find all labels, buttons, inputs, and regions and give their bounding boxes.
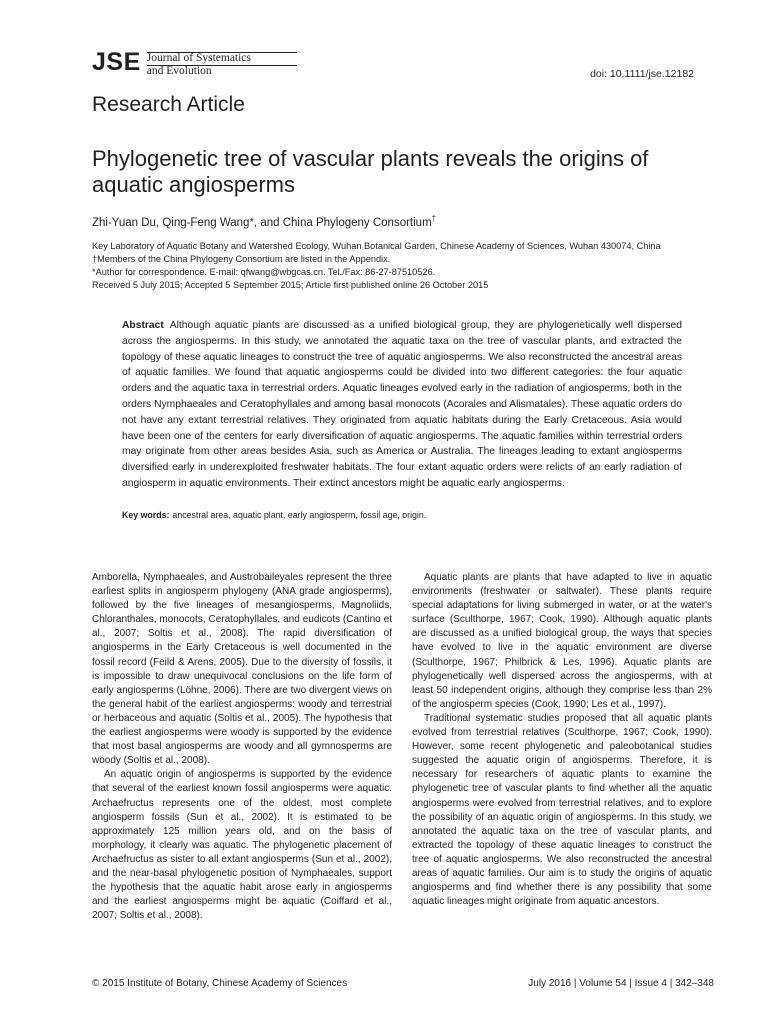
abstract-text: Although aquatic plants are discussed as a unified biological group, they are phylogenetically well dispersed across the angiosperms. In this study, we annotated the aquatic taxa on the tree of vascular plants, and extracted the topology of these aquatic lineages to construct the tree of aquatic angiosperms. We also reconstructed the ancestral areas of aquatic families. We found that aquatic angiosperms could be divided into two different categories: the four aquatic orders and the aquatic taxa in terrestrial orders. Aquatic lineages evolved early in the radiation of angiosperms, both in the orders Nymphaeales and Ceratophyllales and among basal monocots (Acorales and Alismatales). These aquatic orders do not have any extant terrestrial relatives. They originated from aquatic habitats during the Early Cretaceous. Asia would have been one of the centers for early diversification of aquatic angiosperms. The aquatic families within terrestrial orders may originate from other areas besides Asia, such as America or Australia. The lineages leading to extant angiosperms diversified early in underexploited freshwater habitats. The four extant aquatic orders were relicts of an early radiation of angiosperm in aquatic environments. Their extinct ancestors might be aquatic early angiosperms.	[122, 320, 682, 489]
footer-issue-info: July 2016 | Volume 54 | Issue 4 | 342–348	[528, 978, 714, 989]
keywords-text: ancestral area, aquatic plant, early angiosperm, fossil age, origin.	[172, 510, 427, 520]
body-column-right	[412, 571, 712, 909]
abstract-label: Abstract	[122, 320, 164, 331]
affiliation-line: Key Laboratory of Aquatic Botany and Watershed Ecology, Wuhan Botanical Garden, Chinese Academy of Sciences, Wuhan 430074, China	[92, 241, 661, 251]
authors	[92, 214, 436, 229]
journal-name-line1: Journal of Systematics	[147, 53, 297, 66]
correspondence-line: *Author for correspondence. E-mail: qfwang@wbgcas.cn. Tel./Fax: 86-27-87510526.	[92, 267, 436, 277]
article-type: Research Article	[92, 93, 245, 116]
body-paragraph: An aquatic origin of angiosperms is supported by the evidence that several of the earliest known fossil angiosperms were aquatic. Archaefructus represents one of the oldest, most complete angiosperm fossils (Sun et al., 2002). It is estimated to be approximately 125 million years old, and on the basis of morphology, it clearly was aquatic. The phylogenetic placement of Archaefructus as sister to all extant angiosperms (Sun et al., 2002), and the near-basal phylogenetic position of Nymphaeales, support the hypothesis that the aquatic habit arose early in angiosperms and the earliest angiosperms might be aquatic (Coiffard et al., 2007; Soltis et al., 2008).	[92, 769, 392, 922]
body-column-left	[92, 571, 392, 923]
journal-name	[147, 52, 297, 77]
keywords	[122, 510, 682, 520]
dates-line: Received 5 July 2015; Accepted 5 September 2015; Article first published online 26 October 2015	[92, 280, 489, 290]
journal-name-line2: and Evolution	[146, 65, 212, 77]
journal-logo	[92, 48, 297, 77]
author-list: Zhi-Yuan Du, Qing-Feng Wang*, and China Phylogeny Consortium	[92, 216, 432, 229]
keywords-label: Key words:	[122, 510, 170, 520]
author-footnote-mark: †	[431, 214, 437, 223]
article-title: Phylogenetic tree of vascular plants reveals the origins of aquatic angiosperms	[92, 146, 649, 197]
body-paragraph: Amborella, Nymphaeales, and Austrobaileyales represent the three earliest splits in angiosperm phylogeny (ANA grade angiosperms), followed by the five lineages of mesangiosperms, Magnoliids, Chloranthales, monocots, Ceratophyllales, and eudicots (Cantino et al., 2007; Soltis et al., 2008). The rapid diversification of angiosperms in the Early Cretaceous is well documented in the fossil record (Feild & Arens, 2005). Due to the diversity of fossils, it is impossible to draw unequivocal conclusions on the life form of early angiosperms (Löhne, 2006). There are two divergent views on the general habit of the earliest angiosperms: woody and terrestrial or herbaceous and aquatic (Soltis et al., 2005). The hypothesis that the earliest angiosperms were woody is supported by the evidence that most basal angiosperms are woody and all gymnosperms are woody (Soltis et al., 2008).	[92, 572, 392, 767]
body-paragraph: Traditional systematic studies proposed that all aquatic plants evolved from terrestrial relatives (Sculthorpe, 1967; Cook, 1990). However, some recent phylogenetic and paleobotanical studies suggested the aquatic origin of angiosperms. Therefore, it is necessary for researchers of aquatic plants to examine the phylogenetic tree of vascular plants to find whether all the aquatic angiosperms were evolved from terrestrial relatives, and to explore the possibility of an aquatic origin of angiosperms. In this study, we annotated the aquatic taxa on the tree of vascular plants, and extracted the topology of these aquatic lineages to construct the tree of aquatic angiosperms. We also reconstructed the ancestral areas of aquatic families. Our aim is to study the origins of aquatic angiosperms and find whether there is any possibility that some aquatic lineages might originate from aquatic ancestors.	[412, 712, 712, 908]
body-paragraph: Aquatic plants are plants that have adapted to live in aquatic environments (freshwater or saltwater). These plants require special adaptations for living submerged in water, or at the water's surface (Sculthorpe, 1967; Cook, 1990). Although aquatic plants are discussed as a unified biological group, the ways that species have evolved to live in the aquatic environment are diverse (Sculthorpe, 1967; Philbrick & Les, 1996). Aquatic plants are phylogenetically well dispersed across the angiosperms, with at least 50 independent origins, although they comprise less than 2% of the angiosperm species (Cook, 1990; Les et al., 1997).	[412, 572, 712, 710]
footer-copyright: © 2015 Institute of Botany, Chinese Academy of Sciences	[92, 978, 348, 989]
doi[interactable]: doi: 10.1111/jse.12182	[590, 68, 694, 80]
abstract	[122, 318, 682, 492]
affiliations	[92, 240, 712, 292]
journal-abbrev: JSE	[92, 48, 141, 76]
affiliation-line: †Members of the China Phylogeny Consortium are listed in the Appendix.	[92, 254, 391, 264]
